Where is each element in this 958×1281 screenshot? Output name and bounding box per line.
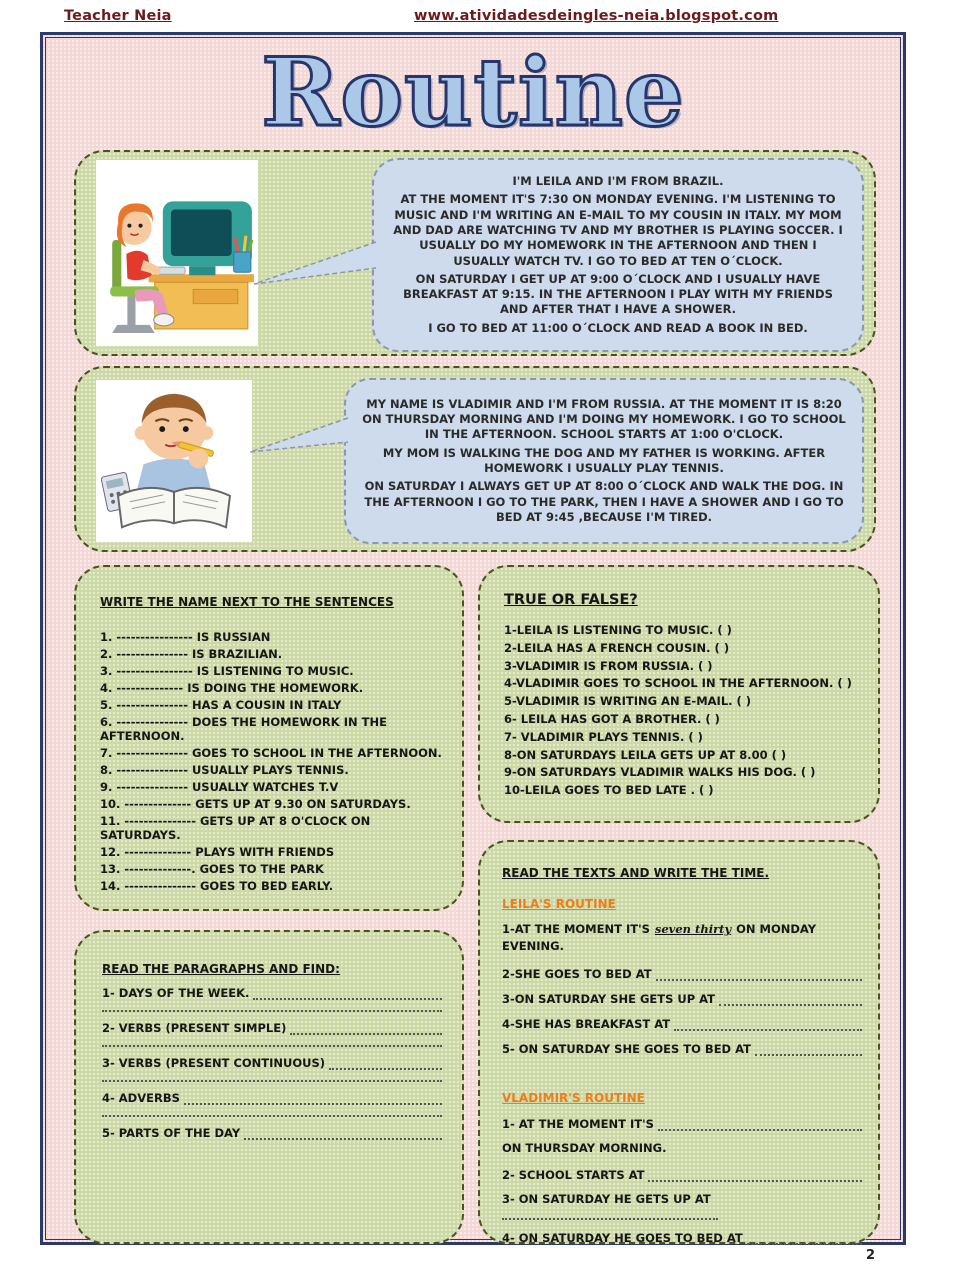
time-item: [502, 1042, 862, 1056]
answer-blank-line: [184, 1094, 442, 1105]
time-item-prefix: 4-SHE HAS BREAKFAST AT: [502, 1016, 671, 1031]
list-item: 8. --------------- USUALLY PLAYS TENNIS.: [100, 763, 349, 778]
time-item: [502, 1117, 862, 1131]
answer-blank-line: [329, 1059, 442, 1070]
list-item: 2. --------------- IS BRAZILIAN.: [100, 647, 283, 662]
time-item-prefix: 4- ON SATURDAY HE GOES TO BED AT: [502, 1231, 743, 1245]
girl-at-computer-illustration: [96, 160, 258, 346]
list-item: 5. --------------- HAS A COUSIN IN ITALY: [100, 698, 342, 713]
time-item: [502, 1017, 862, 1031]
write-time-section: [478, 840, 880, 1244]
find-item-label: 3- VERBS (PRESENT CONTINUOUS): [102, 1056, 326, 1070]
time-item-prefix: 5- ON SATURDAY SHE GOES TO BED AT: [502, 1041, 751, 1056]
list-item: 1. ---------------- IS RUSSIAN: [100, 630, 271, 644]
speech-paragraph: ON SATURDAY I GET UP AT 9:00 O´CLOCK AND I USUALLY HAVE BREAKFAST AT 9:15. IN THE AFTERNOON I PLAY WITH MY FRIENDS AND AFTER THAT I HAVE A SHOWER.: [403, 271, 833, 317]
answer-blank-line: [674, 1020, 862, 1031]
time-item: [502, 1231, 862, 1245]
answer-blank-line: [244, 1129, 442, 1140]
list-item: 9-ON SATURDAYS VLADIMIR WALKS HIS DOG. ( ): [504, 765, 816, 780]
true-false-section: [478, 565, 880, 823]
list-item: 6- LEILA HAS GOT A BROTHER. ( ): [504, 711, 720, 726]
boy-studying-icon: [96, 380, 252, 542]
answer-blank-line: [747, 1234, 862, 1245]
write-name-section: [74, 565, 464, 911]
boy-studying-illustration: [96, 380, 252, 542]
leila-routine-heading: LEILA'S ROUTINE: [502, 897, 616, 911]
list-item: 1-LEILA IS LISTENING TO MUSIC. ( ): [504, 623, 732, 637]
answer-blank-line: [102, 1107, 442, 1117]
list-item: 4. -------------- IS DOING THE HOMEWORK.: [100, 681, 364, 696]
list-item: 10. -------------- GETS UP AT 9.30 ON SATURDAYS.: [100, 797, 411, 812]
time-item: [502, 921, 862, 956]
find-item: [102, 986, 442, 1000]
leila-speech-bubble: [372, 158, 864, 352]
find-item-label: 1- DAYS OF THE WEEK.: [102, 986, 250, 1000]
speech-paragraph: MY NAME IS VLADIMIR AND I'M FROM RUSSIA. AT THE MOMENT IT IS 8:20 ON THURSDAY MORNING AND I'M DOING MY HOMEWORK. I GO TO SCHOOL IN THE AFTERNOON. SCHOOL STARTS AT 1:00 O'CLOCK.: [362, 396, 846, 442]
find-item-label: 4- ADVERBS: [102, 1091, 180, 1105]
time-item: [502, 992, 862, 1006]
list-item: 5-VLADIMIR IS WRITING AN E-MAIL. ( ): [504, 694, 752, 709]
answer-blank-line: [648, 1171, 862, 1182]
list-item: 4-VLADIMIR GOES TO SCHOOL IN THE AFTERNOON. ( ): [504, 676, 852, 691]
list-item: 10-LEILA GOES TO BED LATE . ( ): [504, 783, 714, 798]
time-item-suffix-line: [502, 1140, 862, 1157]
find-item: [102, 1126, 442, 1140]
true-false-list: [504, 624, 864, 798]
time-item-prefix: 2-SHE GOES TO BED AT: [502, 966, 652, 981]
find-item: [102, 1021, 442, 1035]
write-time-heading: READ THE TEXTS AND WRITE THE TIME.: [502, 866, 770, 880]
speech-paragraph: ON SATURDAY I ALWAYS GET UP AT 8:00 O´CLOCK AND WALK THE DOG. IN THE AFTERNOON I GO TO THE PARK, THEN I HAVE A SHOWER AND I GO TO BED AT 9:45 ,BECAUSE I'M TIRED.: [364, 479, 844, 524]
list-item: 7. --------------- GOES TO SCHOOL IN THE AFTERNOON.: [100, 746, 442, 761]
find-section: [74, 930, 464, 1244]
answer-blank-line: [253, 989, 442, 1000]
speech-paragraph: AT THE MOMENT IT'S 7:30 ON MONDAY EVENING. I'M LISTENING TO MUSIC AND I'M WRITING AN E-MAIL TO MY COUSIN IN ITALY. MY MOM AND DAD ARE WATCHING TV AND MY BROTHER IS PLAYING SOCCER. I USUALLY DO MY HOMEWORK IN THE AFTERNOON AND THEN I USUALLY WATCH TV. I GO TO BED AT TEN O´CLOCK.: [393, 192, 843, 268]
time-item-prefix: 1-AT THE MOMENT IT'S: [502, 922, 650, 936]
worksheet-title: Routine: [261, 38, 685, 148]
answer-blank-line: [658, 1120, 862, 1131]
answer-blank-line: [102, 1072, 442, 1082]
teacher-name: Teacher Neia: [64, 8, 172, 24]
find-item: [102, 1091, 442, 1105]
answer-blank-line: [719, 995, 862, 1006]
time-item: [502, 967, 862, 981]
find-item-label: 5- PARTS OF THE DAY: [102, 1126, 241, 1140]
speech-paragraph: I GO TO BED AT 11:00 O´CLOCK AND READ A BOOK IN BED.: [428, 320, 808, 335]
answer-blank-line: [290, 1024, 442, 1035]
write-name-list: [100, 630, 450, 893]
handwritten-answer: seven thirty: [654, 922, 732, 936]
time-item-prefix: 3-ON SATURDAY SHE GETS UP AT: [502, 991, 715, 1006]
time-item: [502, 1191, 862, 1208]
time-item: [502, 1168, 862, 1182]
list-item: 13. --------------. GOES TO THE PARK: [100, 862, 324, 877]
answer-blank-line: [102, 1037, 442, 1047]
time-item-suffix: ON MONDAY EVENING.: [502, 922, 817, 954]
vladimir-routine-heading: VLADIMIR'S ROUTINE: [502, 1090, 645, 1105]
time-item-prefix: 2- SCHOOL STARTS AT: [502, 1167, 645, 1182]
list-item: 8-ON SATURDAYS LEILA GETS UP AT 8.00 ( ): [504, 747, 787, 762]
time-item-prefix: 1- AT THE MOMENT IT'S: [502, 1116, 654, 1131]
find-item-label: 2- VERBS (PRESENT SIMPLE): [102, 1021, 287, 1035]
page-border-inner: [45, 37, 901, 1245]
find-item: [102, 1056, 442, 1070]
time-item-prefix: 3- ON SATURDAY HE GETS UP AT: [502, 1191, 711, 1206]
girl-at-computer-icon: [96, 160, 258, 346]
list-item: 14. --------------- GOES TO BED EARLY.: [100, 879, 334, 894]
list-item: 6. --------------- DOES THE HOMEWORK IN THE AFTERNOON.: [100, 715, 387, 744]
speech-paragraph: I'M LEILA AND I'M FROM BRAZIL.: [512, 174, 724, 189]
list-item: 3-VLADIMIR IS FROM RUSSIA. ( ): [504, 658, 713, 673]
speech-bubble-tail: [248, 416, 350, 458]
list-item: 2-LEILA HAS A FRENCH COUSIN. ( ): [504, 640, 730, 655]
page-number: 2: [866, 1248, 876, 1263]
website-url: www.atividadesdeingles-neia.blogspot.com: [414, 8, 779, 24]
list-item: 7- VLADIMIR PLAYS TENNIS. ( ): [504, 729, 703, 744]
vladimir-speech-bubble: [344, 378, 864, 544]
leila-intro-section: [74, 150, 876, 356]
list-item: 3. ---------------- IS LISTENING TO MUSIC.: [100, 664, 354, 679]
write-name-heading: WRITE THE NAME NEXT TO THE SENTENCES: [100, 595, 394, 609]
list-item: 11. --------------- GETS UP AT 8 O'CLOCK ON SATURDAYS.: [100, 814, 371, 843]
answer-blank-line: [502, 1210, 718, 1220]
true-false-heading: TRUE OR FALSE?: [504, 592, 638, 608]
answer-blank-line: [755, 1045, 862, 1056]
list-item: 9. --------------- USUALLY WATCHES T.V: [100, 780, 339, 795]
find-heading: READ THE PARAGRAPHS AND FIND:: [102, 962, 340, 976]
time-item-suffix: ON THURSDAY MORNING.: [502, 1140, 667, 1155]
list-item: 12. -------------- PLAYS WITH FRIENDS: [100, 845, 335, 860]
speech-paragraph: MY MOM IS WALKING THE DOG AND MY FATHER IS WORKING. AFTER HOMEWORK I USUALLY PLAY TENNIS.: [382, 445, 826, 475]
vladimir-intro-section: [74, 366, 876, 552]
answer-blank-line: [102, 1002, 442, 1012]
answer-blank-line: [656, 970, 862, 981]
page-border: [40, 32, 906, 1245]
speech-bubble-tail: [252, 240, 378, 288]
